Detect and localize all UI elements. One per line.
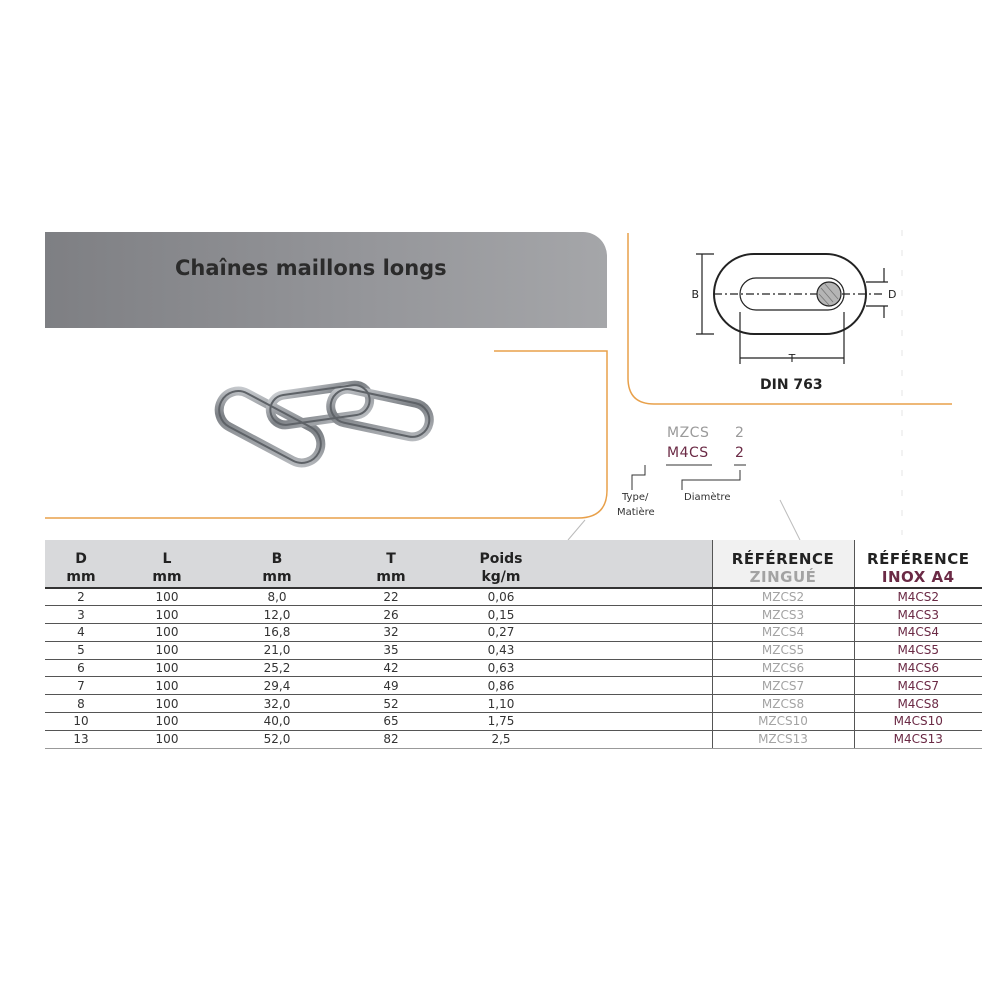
cell-d: 4 [45,624,117,642]
cell-t: 52 [337,695,445,713]
table-row [45,588,982,606]
cell-spacer [557,677,712,695]
header-poids: Poids kg/m [479,551,523,585]
cell-b: 40,0 [217,713,337,731]
cell-poids: 1,10 [445,695,557,713]
table-row [45,695,982,713]
cell-l: 100 [117,695,217,713]
cell-b: 12,0 [217,606,337,624]
cell-spacer [557,641,712,659]
cell-ref-zingue: MZCS10 [712,713,854,731]
cell-spacer [557,624,712,642]
example-diameter-inox: 2 [735,445,745,461]
cell-ref-inox: M4CS3 [854,606,982,624]
cell-poids: 0,43 [445,641,557,659]
cell-t: 32 [337,624,445,642]
spec-table [45,540,982,749]
table-header-row [45,540,982,588]
cell-b: 8,0 [217,588,337,606]
cell-b: 21,0 [217,641,337,659]
header-spacer [557,540,712,588]
cell-spacer [557,695,712,713]
cell-b: 32,0 [217,695,337,713]
table-row [45,624,982,642]
cell-t: 22 [337,588,445,606]
cell-ref-zingue: MZCS5 [712,641,854,659]
table-row [45,730,982,748]
cell-l: 100 [117,730,217,748]
cell-poids: 0,06 [445,588,557,606]
table-row [45,677,982,695]
cell-ref-zingue: MZCS8 [712,695,854,713]
cell-ref-inox: M4CS5 [854,641,982,659]
cell-t: 49 [337,677,445,695]
cell-poids: 0,63 [445,659,557,677]
example-code-inox: M4CS [667,445,709,461]
cell-d: 2 [45,588,117,606]
cell-l: 100 [117,659,217,677]
page-title: Chaînes maillons longs [175,256,447,280]
cell-l: 100 [117,624,217,642]
table-row [45,659,982,677]
header-ref-inox: RÉFÉRENCE INOX A4 [854,540,982,588]
example-type-label: Type/ [622,492,649,503]
reference-example [600,420,820,530]
spec-table-wrapper [45,540,970,749]
header-b: B mm [262,551,292,585]
dim-d-label: D [888,288,897,301]
din-763-diagram [626,232,956,407]
cell-ref-zingue: MZCS7 [712,677,854,695]
cell-d: 7 [45,677,117,695]
cell-b: 16,8 [217,624,337,642]
cell-poids: 1,75 [445,713,557,731]
cell-ref-zingue: MZCS13 [712,730,854,748]
cell-ref-inox: M4CS7 [854,677,982,695]
cell-t: 35 [337,641,445,659]
cell-b: 25,2 [217,659,337,677]
example-diameter-label: Diamètre [684,492,731,503]
cell-ref-inox: M4CS4 [854,624,982,642]
cell-d: 5 [45,641,117,659]
table-body [45,588,982,748]
cell-l: 100 [117,588,217,606]
cell-b: 52,0 [217,730,337,748]
cell-ref-inox: M4CS6 [854,659,982,677]
cell-poids: 0,86 [445,677,557,695]
cell-l: 100 [117,713,217,731]
table-row [45,606,982,624]
cell-poids: 0,27 [445,624,557,642]
example-material-label: Matière [617,507,655,518]
cell-ref-inox: M4CS10 [854,713,982,731]
header-ref-zingue: RÉFÉRENCE ZINGUÉ [712,540,854,588]
cell-d: 3 [45,606,117,624]
din-763-label: DIN 763 [760,377,823,393]
cell-poids: 0,15 [445,606,557,624]
cell-t: 26 [337,606,445,624]
cell-t: 82 [337,730,445,748]
cell-ref-inox: M4CS13 [854,730,982,748]
cell-ref-zingue: MZCS3 [712,606,854,624]
cell-ref-zingue: MZCS2 [712,588,854,606]
example-diameter-zingue: 2 [735,425,745,441]
example-code-zingue: MZCS [667,425,710,441]
cell-b: 29,4 [217,677,337,695]
cell-t: 65 [337,713,445,731]
cell-spacer [557,606,712,624]
cell-poids: 2,5 [445,730,557,748]
cell-spacer [557,588,712,606]
table-row [45,713,982,731]
cell-d: 6 [45,659,117,677]
cell-d: 8 [45,695,117,713]
cell-spacer [557,730,712,748]
cell-spacer [557,659,712,677]
cell-l: 100 [117,606,217,624]
dim-t-label: T [788,352,796,365]
table-row [45,641,982,659]
cell-spacer [557,713,712,731]
header-t: T mm [376,551,406,585]
cell-l: 100 [117,641,217,659]
chain-photo [45,350,610,520]
cell-l: 100 [117,677,217,695]
cell-ref-inox: M4CS8 [854,695,982,713]
cell-ref-zingue: MZCS6 [712,659,854,677]
cell-ref-inox: M4CS2 [854,588,982,606]
cell-d: 13 [45,730,117,748]
cell-ref-zingue: MZCS4 [712,624,854,642]
dim-b-label: B [691,288,699,301]
header-l: L mm [152,551,182,585]
title-banner [45,232,607,328]
cell-t: 42 [337,659,445,677]
header-d: D mm [66,551,96,585]
cell-d: 10 [45,713,117,731]
